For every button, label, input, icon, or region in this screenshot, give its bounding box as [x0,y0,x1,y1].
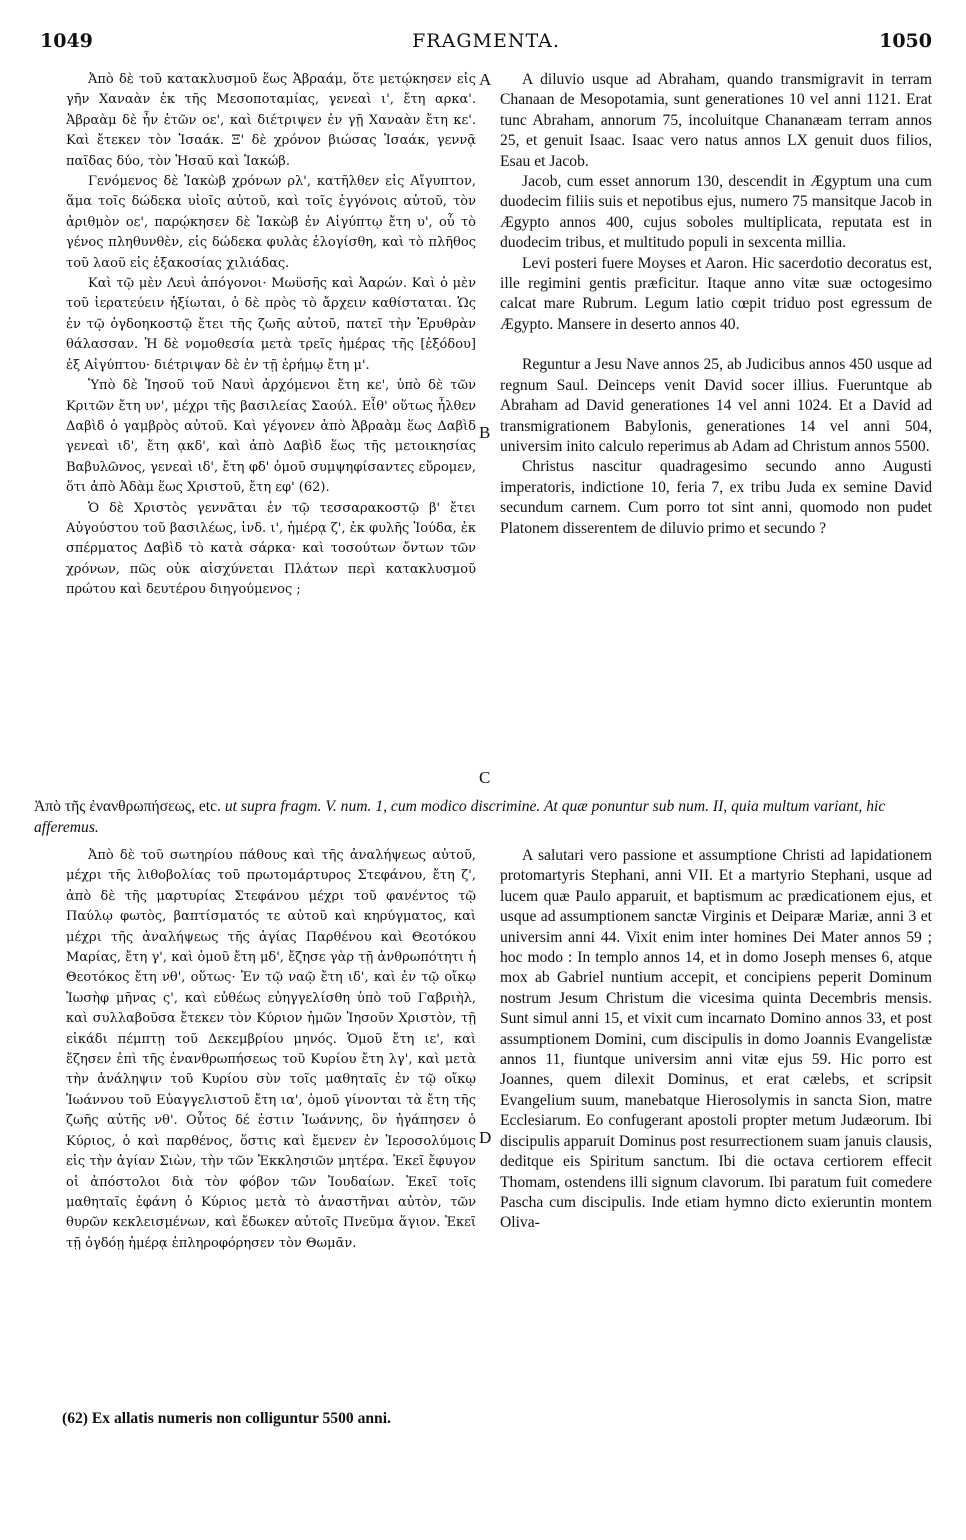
margin-marker-c: C [479,768,491,787]
latin-paragraph: A salutari vero passione et assumptione Christi ad lapidationem protomartyris Stephani, anni VII. Et a martyrio Stephani, usque ad lucem quæ Paulo apparuit, et baptismum ac prædicationem ejus, et usque ad assumptionem sanctæ Virginis et Deiparæ Mariæ, anni 3 et universim anni 44. Vixit enim inter homines Dei Mater annos 59 ; hoc modo : In templo annos 14, et in domo Joseph menses 6, atque mox ab Gabriel nuntium accepit, et concipiens peperit Dominum nostrum Jesum Christum die vicesima quinta Decembris mensis. Sunt simul anni 15, et vixit cum incarnato Domino annos 33, et post assumptionem Domini, cum discipulis in domo Joannis Evangelistæ annos 11, fiuntque universim anni vitæ ejus 59. Hic porro est Joannes, quem dilexit Dominus, et erat cælebs, et scripsit Evangelium suum, manebatque Hierosolymis in sancta Sion, matre Ecclesiarum. Eo confugerant apostoli propter metum Judæorum. Ibi discipulis apparuit Dominus post resurrectionem suam januis clausis, deditque eis Spiritum sanctum. Ibi die octava certiorem effecit Thomam, ostendens illi signum clavorum. Ibi paratum fuit comedere Pascha cum discipulis. Inde etiam hymno dicto exieruntin montem Oliva- [500,847,932,1232]
separator-lead: Ἀπὸ τῆς ἐνανθρωπήσεως, etc. [34,798,221,815]
page-header [40,30,932,56]
latin-paragraph: A diluvio usque ad Abraham, quando transmigravit in terram Chanaan de Mesopotamia, sunt generationes 10 vel anni 1121. Erat tunc Abraham, annorum 75, incoluitque Chananæam terram annos 25, et genuit Isaac. Isaac vero natus annos LX genuit duos filios, Esau et Jacob. [500,71,932,170]
greek-paragraph: Γενόμενος δὲ Ἰακὼβ χρόνων ρλ', κατῆλθεν εἰς Αἴγυπτον, ἅμα τοῖς δώδεκα υἱοῖς αὐτοῦ, καὶ τοῖς ἐγγόνοις αὐτοῦ, τὸν ἀριθμὸν οε', παρῴκησεν δὲ Ἰακὼβ ἐν Αἰγύπτῳ ἔτη υ', οὗ τὸ γένος πληθυνθὲν, εἰς δώδεκα φυλὰς ἐλογίσθη, καὶ τὸ πλῆθος τοῦ λαοῦ εἰς ἑξακοσίας χιλιάδας. [66,174,476,271]
greek-paragraph: Ἀπὸ δὲ τοῦ σωτηρίου πάθους καὶ τῆς ἀναλήψεως αὐτοῦ, μέχρι τῆς λιθοβολίας τοῦ πρωτομάρτυρος Στεφάνου, ἔτη ζ', ἀπὸ δὲ τῆς μαρτυρίας Στεφάνου μέχρι τοῦ φανέντος τῷ Παύλῳ φωτὸς, βαπτίσματός τε αὐτοῦ καὶ κηρύγματος, καὶ μέχρι τῆς ἀναλήψεως τῆς ἁγίας Παρθένου καὶ Θεοτόκου Μαρίας, ἔτη γ', καὶ ὁμοῦ ἔτη μδ', ἔζησε γὰρ τῇ ἀνθρωπότητι ἡ Θεοτόκος ἔτη νθ', οὕτως· Ἐν τῷ ναῷ ἔτη ιδ', καὶ ἐν τῷ οἴκῳ Ἰωσὴφ μῆνας ς', καὶ εὐθέως εὐηγγελίσθη ὑπὸ τοῦ Γαβριὴλ, καὶ συλλαβοῦσα ἔτεκεν τὸν Κύριον ἡμῶν Ἰησοῦν Χριστὸν, τῇ εἰκάδι πέμπτῃ τοῦ Δεκεμβρίου μηνός. Ὁμοῦ ἔτη ιε', καὶ ἔζησεν ἐπὶ τῆς ἐνανθρωπήσεως τοῦ Κυρίου ἔτη λγ', καὶ μετὰ τὴν ἀνάληψιν τοῦ Κυρίου σὺν τοῖς μαθηταῖς ἐν τῷ οἴκῳ Ἰωάννου τοῦ Εὐαγγελιστοῦ ἔτη ια', ὁμοῦ γίνονται τὰ ἔτη τῆς ζωῆς αὐτῆς νθ'. Οὗτος δέ ἐστιν Ἰωάννης, ὃν ἠγάπησεν ὁ Κύριος, ὁ καὶ παρθένος, ὅστις καὶ ἔμενεν ἐν Ἱεροσολύμοις εἰς τὴν ἁγίαν Σιὼν, τὴν τῶν Ἐκκλησιῶν μητέρα. Ἐκεῖ ἔφυγον οἱ ἀπόστολοι διὰ τὸν φόβον τῶν Ἰουδαίων. Ἐκεῖ τοῖς μαθηταῖς ἐφάνη ὁ Κύριος μετὰ τὸ ἀναστῆναι αὐτὸν, τῶν θυρῶν κεκλεισμένων, καὶ ἔδωκεν αὐτοῖς Πνεῦμα ἅγιον. Ἐκεῖ τῇ ὀγδόῃ ἡμέρᾳ ἐπληροφόρησεν τὸν Θωμᾶν. [66,848,476,1251]
greek-paragraph: Ὁ δὲ Χριστὸς γεννᾶται ἐν τῷ τεσσαρακοστῷ β' ἔτει Αὐγούστου τοῦ βασιλέως, ἰνδ. ι', ἡμέρᾳ ζ', ἐκ φυλῆς Ἰούδα, ἐκ σπέρματος Δαβὶδ τὸ κατὰ σάρκα· καὶ τοσούτων ὄντων τῶν χρόνων, πῶς οὐκ αἰσχύνεται Πλάτων περὶ κατακλυσμοῦ πρώτου καὶ δευτέρου διηγούμενος ; [66,500,476,598]
greek-column-top [66,70,476,601]
margin-marker-a: A [479,70,492,89]
margin-marker-b: B [479,423,491,442]
greek-paragraph: Καὶ τῷ μὲν Λευὶ ἀπόγονοι· Μωϋσῆς καὶ Ἀαρών. Καὶ ὁ μὲν τοῦ ἱερατεύειν ἠξίωται, ὁ δὲ πρὸς τὸ ἄρχειν καθίσταται. Ὡς ἐν τῷ ὀγδοηκοστῷ ἔτει τῆς ζωῆς αὐτοῦ, πατεῖ τὴν Ἐρυθρὰν θάλασσαν. Ἡ δὲ νομοθεσία μετὰ τρεῖς ἡμέρας τῆς [ἐξόδου] ἐξ Αἰγύπτου· διέτριψαν δὲ ἐν τῇ ἐρήμῳ ἔτη μ'. [66,276,476,373]
greek-paragraph: Ὑπὸ δὲ Ἰησοῦ τοῦ Ναυὶ ἀρχόμενοι ἔτη κε', ὑπὸ δὲ τῶν Κριτῶν ἔτη υν', μέχρι τῆς βασιλείας Σαούλ. Εἶθ' οὕτως ἦλθεν Δαβὶδ ὁ γαμβρὸς αὐτοῦ. Καὶ γέγονεν ἀπὸ Ἀβραὰμ ἕως Δαβὶδ γενεαὶ ιδ', ἔτη ᾳκδ', καὶ ἀπὸ Δαβὶδ ἕως τῆς μετοικησίας Βαβυλῶνος, γενεαὶ ιδ', ἔτη φδ' ὁμοῦ συμψηφίσαντες εὕρομεν, ὅτι ἀπὸ Ἀδὰμ ἕως Χριστοῦ, ἔτη εφ' (62). [66,378,476,496]
greek-column-bottom [66,846,476,1254]
running-title: FRAGMENTA. [412,30,560,52]
latin-paragraph: Levi posteri fuere Moyses et Aaron. Hic sacerdotio decoratus est, ille regimini gentis præficitur. Itaque anno vitæ suæ octogesimo calcat mare Rubrum. Legum latio cœpit triduo post egressum de Ægypto. Mansere in deserto annos 40. [500,254,932,333]
latin-paragraph: Jacob, cum esset annorum 130, descendit in Ægyptum una cum duodecim filiis suis et nepotibus ejus, numero 75 mansitque Jacob in Ægypto annos 400, cujus soboles multiplicata, reputata est in duodecim tribus, et multitudo populi in sexcenta millia. [500,173,932,252]
latin-paragraph: Reguntur a Jesu Nave annos 25, ab Judicibus annos 450 usque ad regnum Saul. Deinceps venit David socer illius. Fueruntque ab Abraham ad David generationes 14 vel anni 1024. Et a David ad transmigrationem Babylonis, generationes 14 vel anni 504, universim inito calculo reperimus ab Adam ad Christum annos 5500. [500,356,932,455]
greek-paragraph: Ἀπὸ δὲ τοῦ κατακλυσμοῦ ἕως Ἀβραάμ, ὅτε μετῴκησεν εἰς γῆν Χαναὰν ἐκ τῆς Μεσοποταμίας, γενεαὶ ι', ἔτη αρκα'. Ἀβραὰμ δὲ ἦν ἐτῶν οε', καὶ διέτριψεν ἐν γῇ Χαναὰν ἔτη κε'. Καὶ ἔτεκεν τὸν Ἰσαάκ. Ξ' δὲ χρόνον βιώσας Ἰσαάκ, γεννᾷ παῖδας δύο, τὸν Ἡσαῦ καὶ Ἰακώβ. [66,72,476,169]
footnote: (62) Ex allatis numeris non colliguntur 5500 anni. [62,1410,391,1427]
margin-marker-d: D [479,1128,492,1147]
left-page-number: 1049 [40,30,93,52]
latin-column-bottom [500,846,932,1234]
latin-column-top [500,70,932,539]
right-page-number: 1050 [879,30,932,52]
latin-paragraph: Christus nascitur quadragesimo secundo anno Augusti imperatoris, indictione 10, feria 7, ex tribu Juda ex semine David secundum carnem. Cum porro tot sint anni, quomodo non pudet Platonem disserentem de diluvio primo et secundo ? [500,458,932,537]
separator-note: ut supra fragm. V. num. 1, cum modico discrimine. At quæ ponuntur sub num. II, quia multum variant, hic afferemus. [34,798,886,836]
section-separator [34,796,926,838]
